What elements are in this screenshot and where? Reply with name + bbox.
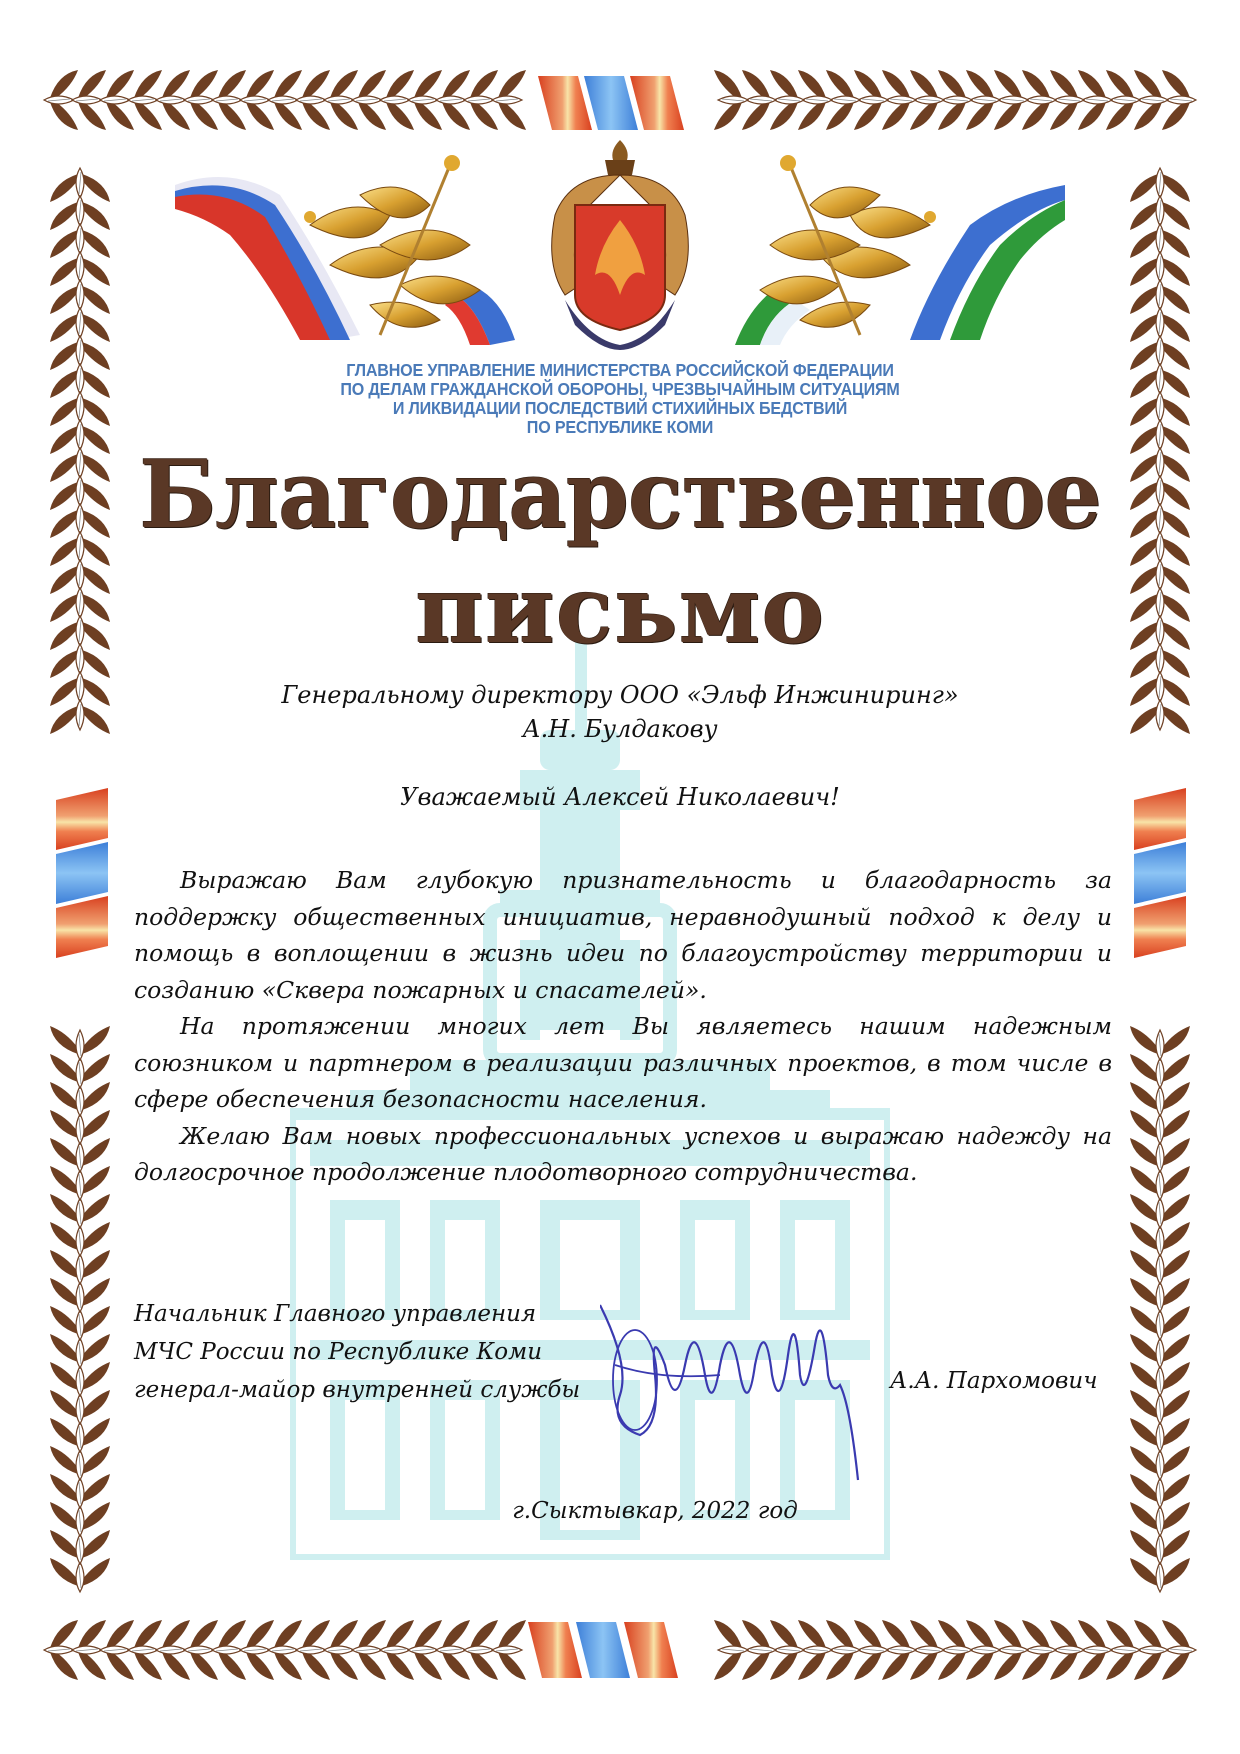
position-line: генерал-майор внутренней службы [134,1377,581,1403]
org-line: И ЛИКВИДАЦИИ ПОСЛЕДСТВИЙ СТИХИЙНЫХ БЕДСТВИЙ [392,398,848,418]
addressee-position: Генеральному директору ООО «Эльф Инжиниринг» [281,681,959,709]
body-paragraph: На протяжении многих лет Вы являетесь нашим надежным союзником и партнером в реализации различных проектов, в том числе в сфере обеспечения безопасности населения. [134,1012,1112,1113]
header-emblem-group [170,135,1070,355]
org-line: ПО РЕСПУБЛИКЕ КОМИ [526,417,714,437]
signatory-name: А.А. Пархомович [890,1368,1098,1394]
organization-header [50,361,1191,437]
handwritten-signature [600,1285,860,1485]
document-title-line1: Благодарственное [139,440,1101,550]
org-line: ПО ДЕЛАМ ГРАЖДАНСКОЙ ОБОРОНЫ, ЧРЕЗВЫЧАЙНЫМ СИТУАЦИЯМ [340,379,900,399]
letter-body [134,862,1112,1191]
bottom-wheat-border [40,1618,1200,1682]
emblem-icon [552,140,689,350]
addressee [0,678,1240,746]
top-wheat-border [40,68,1200,132]
body-paragraph: Выражаю Вам глубокую признательность и благодарность за поддержку общественных инициатив, неравнодушный подход к делу и помощь в воплощении в жизнь идеи по благоустройству территории и созданию «Сквера пожарных и спасателей». [134,866,1112,1004]
position-line: Начальник Главного управления [134,1301,537,1327]
position-line: МЧС России по Республике Коми [134,1339,543,1365]
signatory-position [134,1295,580,1409]
addressee-name: А.Н. Булдакову [522,715,718,743]
body-paragraph: Желаю Вам новых профессиональных успехов и выражаю надежду на долгосрочное продолжение плодотворного сотрудничества. [134,1121,1112,1186]
place-date: г.Сыктывкар, 2022 год [512,1498,798,1524]
document-title-line2: письмо [415,555,825,665]
greeting: Уважаемый Алексей Николаевич! [400,783,840,811]
org-line: ГЛАВНОЕ УПРАВЛЕНИЕ МИНИСТЕРСТВА РОССИЙСКОЙ ФЕДЕРАЦИИ [346,360,894,380]
